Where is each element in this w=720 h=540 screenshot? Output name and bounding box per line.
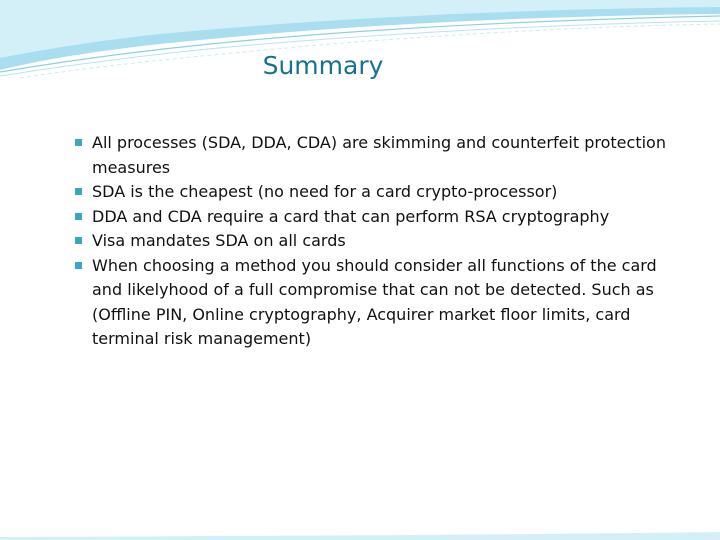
bullet-item: [75, 229, 690, 254]
square-bullet-icon: [75, 139, 82, 146]
bullet-text: When choosing a method you should consider all functions of the card and likelyhood of a full compromise that can not be detected. Such as (Offline PIN, Online cryptography, Acquirer market floor limits, card terminal risk management): [92, 255, 657, 348]
square-bullet-icon: [75, 237, 82, 244]
bullet-item: [75, 205, 690, 230]
bullet-text: All processes (SDA, DDA, CDA) are skimming and counterfeit protection measures: [92, 133, 666, 177]
footer-decoration: [0, 528, 720, 540]
square-bullet-icon: [75, 188, 82, 195]
slide-title: Summary: [262, 51, 384, 80]
bullet-item: [75, 180, 690, 205]
bullet-text: DDA and CDA require a card that can perform RSA cryptography: [92, 206, 610, 226]
square-bullet-icon: [75, 213, 82, 220]
bullet-item: [75, 131, 690, 180]
bullet-item: [75, 254, 690, 352]
bullet-text: SDA is the cheapest (no need for a card crypto-processor): [92, 182, 558, 201]
bullet-text: Visa mandates SDA on all cards: [92, 231, 346, 250]
square-bullet-icon: [75, 262, 82, 269]
bullet-list: [75, 131, 690, 352]
